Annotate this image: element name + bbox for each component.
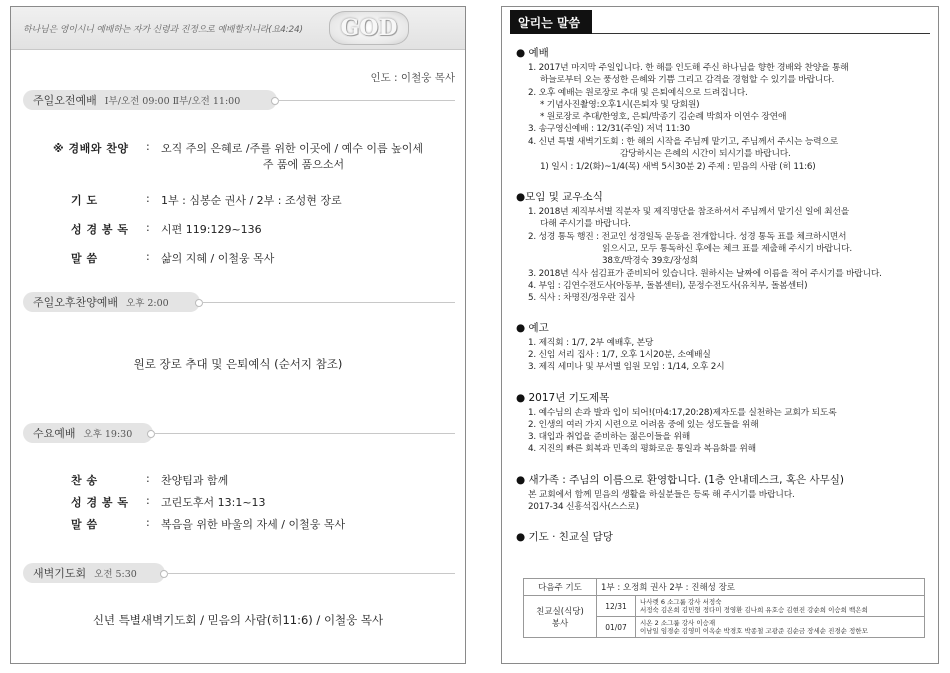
row-colon: : <box>146 516 150 529</box>
section-title: 수요예배 <box>33 427 76 440</box>
worship-leader: 인도 : 이철웅 목사 <box>370 72 455 84</box>
section-time: 오전 5:30 <box>94 569 137 580</box>
section-pill <box>23 292 200 312</box>
entry-group: 나사렛 6 소그룹 강사 서정숙 <box>640 598 722 606</box>
section-title: 새벽기도회 <box>33 567 87 580</box>
next-prayer-label: 다음주 기도 <box>524 579 597 596</box>
worship-line: * 기념사진촬영:오후1시(은퇴자 및 당회원) <box>540 100 700 110</box>
god-logo <box>329 11 409 45</box>
prayer-topic-line: 1. 예수님의 손과 발과 입이 되어!(마4:17,20:28)제자도를 실천하는 교회가 되도록 <box>528 408 837 418</box>
row-value: 찬양팀과 함께 <box>161 474 229 487</box>
news-line: 1. 2018년 제직부서별 직분자 및 제직명단을 참조하셔서 주님께서 맡기신 일에 최선을 <box>528 207 850 217</box>
next-prayer-value: 1부 : 오정희 권사 2부 : 진해성 장로 <box>597 579 925 596</box>
section-duty-head: ● 기도 · 친교실 담당 <box>516 531 613 543</box>
announcements-tab: 알리는 말씀 <box>510 10 592 34</box>
row-value: 복음을 위한 바울의 자세 / 이철웅 목사 <box>161 518 346 531</box>
news-line: 2. 성경 통독 행진 : 전교인 성경일독 운동을 전개합니다. 성경 통독 표를 체크하시면서 <box>528 232 847 242</box>
section-preview-head: ● 예고 <box>516 322 549 334</box>
prayer-topic-line: 4. 지진의 빠른 회복과 민족의 평화로운 통일과 복음화를 위해 <box>528 444 756 454</box>
news-line: 읽으시고, 모두 통독하신 후에는 체크 표를 제출해 주시기 바랍니다. <box>602 244 853 254</box>
row-colon: : <box>146 192 150 205</box>
worship-order-page <box>10 6 466 664</box>
row-colon: : <box>146 472 150 485</box>
entry-members: 이남일 임경순 김영미 이옥순 박경호 박종철 고광준 김순금 장세순 진경순 정한모 <box>640 627 868 635</box>
section-dot <box>160 570 168 578</box>
row-value: 고린도후서 13:1~13 <box>161 496 266 509</box>
worship-line: 감당하시는 은혜의 시간이 되시기를 바랍니다. <box>620 149 791 159</box>
worship-line: * 원로장로 추대/한영호, 은퇴/박종기 김순례 박희자 이연수 장연애 <box>540 112 787 122</box>
section-pill <box>23 90 277 110</box>
section-title: 주일오후찬양예배 <box>33 296 119 309</box>
news-line: 38호/박경숙 39호/장성희 <box>602 256 699 266</box>
worship-line: 1) 일시 : 1/2(화)~1/4(목) 새벽 5시30분 2) 주제 : 믿음의 사람 (히 11:6) <box>540 162 816 172</box>
section-divider <box>202 302 455 303</box>
dawn-prayer-header <box>23 563 455 583</box>
section-dot <box>147 430 155 438</box>
entry-members: 서정숙 김온희 김민형 정다미 정영환 김나희 유호승 김현진 강순희 이승희 백은희 <box>640 606 868 614</box>
row-colon: : <box>146 221 150 234</box>
section-pill <box>23 563 165 583</box>
section-dot <box>195 299 203 307</box>
morning-service-header <box>23 90 455 110</box>
wednesday-service-header <box>23 423 455 443</box>
section-divider <box>167 573 455 574</box>
preview-line: 1. 제직회 : 1/7, 2부 예배후, 본당 <box>528 338 654 348</box>
entry-group: 시온 2 소그룹 강사 이승재 <box>640 619 716 627</box>
section-time: 오후 19:30 <box>83 429 133 440</box>
afternoon-service-header <box>23 292 455 312</box>
row-label: 말 씀 <box>71 518 98 531</box>
row-colon: : <box>146 140 150 153</box>
row-value: 삶의 지혜 / 이철웅 목사 <box>161 252 275 265</box>
entry-date: 01/07 <box>597 617 636 638</box>
newcomers-line: 2017-34 신흥석집사(스스로) <box>528 502 639 512</box>
worship-line: 3. 송구영신예배 : 12/31(주일) 저녁 11:30 <box>528 124 690 134</box>
row-label: 찬 송 <box>71 474 98 487</box>
dawn-content: 신년 특별새벽기도회 / 믿음의 사람(히11:6) / 이철웅 목사 <box>92 613 384 627</box>
row-value: 시편 119:129~136 <box>161 223 262 236</box>
section-news-head: ●모임 및 교우소식 <box>516 191 603 203</box>
row-label: 기 도 <box>71 194 98 207</box>
row-colon: : <box>146 250 150 263</box>
news-line: 5. 식사 : 차명진/정우란 집사 <box>528 293 635 303</box>
preview-line: 3. 제직 세미나 및 부서별 임원 모임 : 1/14, 오후 2시 <box>528 362 725 372</box>
section-divider <box>154 433 455 434</box>
duty-table <box>523 578 925 638</box>
prayer-topic-line: 2. 인생의 여러 가지 시련으로 어려움 중에 있는 성도들을 위해 <box>528 420 759 430</box>
afternoon-content: 원로 장로 추대 및 은퇴예식 (순서지 참조) <box>133 357 343 371</box>
worship-line: 4. 신년 특별 새벽기도회 : 한 해의 시작을 주님께 맡기고, 주님께서 주시는 능력으로 <box>528 137 839 147</box>
table-row <box>524 596 925 617</box>
verse-banner <box>11 7 465 50</box>
preview-line: 2. 신임 서리 집사 : 1/7, 오후 1시20분, 소예배실 <box>528 350 711 360</box>
section-title: 주일오전예배 <box>33 94 97 107</box>
row-value: 오직 주의 은혜로 /주를 위한 이곳에 / 예수 이름 높이세 <box>161 142 424 155</box>
row-value-continued: 주 품에 품으소서 <box>262 158 345 171</box>
news-line: 다해 주시기를 바랍니다. <box>540 219 631 229</box>
header-rule <box>592 33 930 34</box>
entry-names <box>636 596 925 617</box>
row-label: ※ 경배와 찬양 <box>53 142 129 155</box>
worship-line: 2. 오후 예배는 원로장로 추대 및 은퇴예식으로 드려집니다. <box>528 88 748 98</box>
newcomers-line: 본 교회에서 함께 믿음의 생활을 하실분들은 등록 해 주시기를 바랍니다. <box>528 490 795 500</box>
section-newcomers-head: ● 새가족 : 주님의 이름으로 환영합니다. (1층 안내데스크, 혹은 사무실) <box>516 474 845 486</box>
row-label: 성 경 봉 독 <box>71 223 129 236</box>
section-prayer-topics-head: ● 2017년 기도제목 <box>516 392 610 404</box>
section-worship-head: ● 예배 <box>516 47 549 59</box>
table-row <box>524 579 925 596</box>
news-line: 3. 2018년 식사 섬김표가 준비되어 있습니다. 원하시는 날짜에 이름을 적어 주시기를 바랍니다. <box>528 269 882 279</box>
verse-text: 하나님은 영이시니 예배하는 자가 신령과 진정으로 예배할지니라(요4:24) <box>23 25 303 35</box>
section-time: Ⅰ부/오전 09:00 Ⅱ부/오전 11:00 <box>104 96 241 107</box>
section-dot <box>271 97 279 105</box>
entry-date: 12/31 <box>597 596 636 617</box>
row-colon: : <box>146 494 150 507</box>
worship-line: 하늘로부터 오는 풍성한 은혜와 기쁨 그리고 감격을 경험할 수 있기를 바랍니다. <box>540 75 835 85</box>
row-label: 성 경 봉 독 <box>71 496 129 509</box>
worship-line: 1. 2017년 마지막 주일입니다. 한 해를 인도해 주신 하나님을 향한 경배와 찬양을 통해 <box>528 63 849 73</box>
god-logo-text: GOD <box>340 15 398 41</box>
section-time: 오후 2:00 <box>126 298 169 309</box>
row-value: 1부 : 심봉순 권사 / 2부 : 조성현 장로 <box>161 194 342 207</box>
section-divider <box>278 100 455 101</box>
announcements-page <box>501 6 939 664</box>
entry-names <box>636 617 925 638</box>
row-label: 말 씀 <box>71 252 98 265</box>
fellowship-label: 친교실(식당) 봉사 <box>524 596 597 638</box>
news-line: 4. 부임 : 김연수전도사(아동부, 돌봄센터), 문정수전도사(유치부, 돌봄센터) <box>528 281 808 291</box>
prayer-topic-line: 3. 대입과 취업을 준비하는 젊은이들을 위해 <box>528 432 691 442</box>
section-pill <box>23 423 153 443</box>
